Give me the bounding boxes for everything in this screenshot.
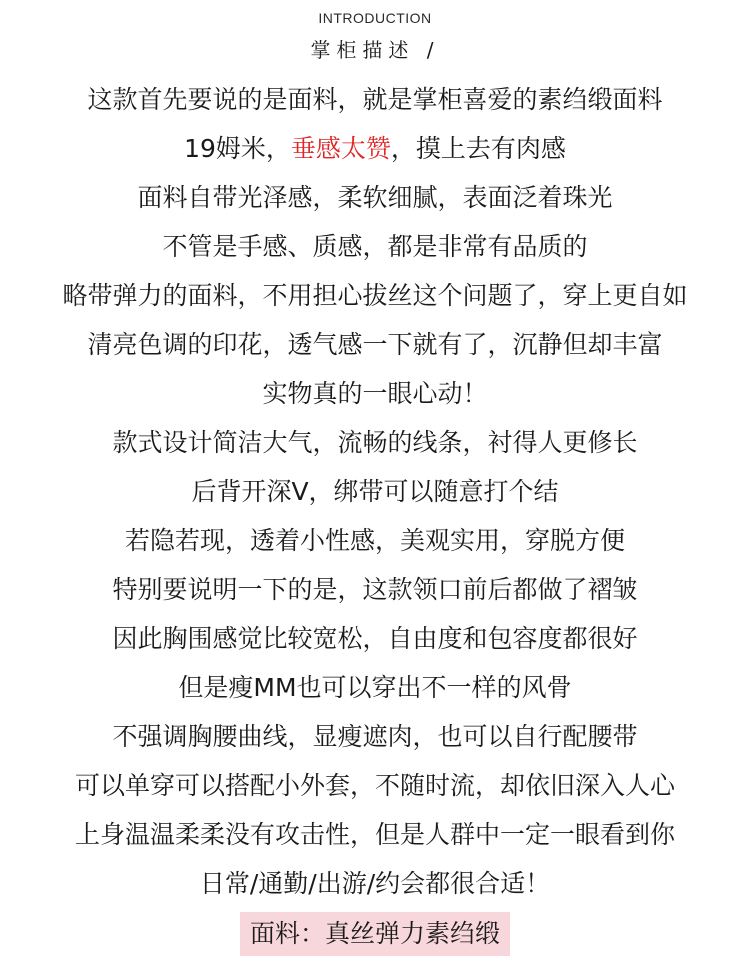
description-lines xyxy=(0,75,750,908)
description-line: 略带弹力的面料，不用担心拔丝这个问题了，穿上更自如 xyxy=(62,281,688,310)
description-line: 可以单穿可以搭配小外套，不随时流，却依旧深入人心 xyxy=(74,771,675,800)
section-kicker: INTRODUCTION xyxy=(318,10,432,26)
description-line: 不管是手感、质感，都是非常有品质的 xyxy=(162,232,588,261)
description-line: 实物真的一眼心动！ xyxy=(262,379,488,408)
line-text: 19姆米， xyxy=(184,134,291,163)
description-line: 不强调胸腰曲线，显瘦遮肉，也可以自行配腰带 xyxy=(112,722,638,751)
highlighted-phrase: 垂感太赞 xyxy=(290,134,391,163)
line-text: ，摸上去有肉感 xyxy=(390,134,566,163)
description-line: 但是瘦MM也可以穿出不一样的风骨 xyxy=(178,673,572,702)
description-line: 清亮色调的印花，透气感一下就有了，沉静但却丰富 xyxy=(87,330,663,359)
description-line: 若隐若现，透着小性感，美观实用，穿脱方便 xyxy=(124,526,625,555)
section-heading: 掌柜描述 / xyxy=(310,38,440,62)
material-badge: 面料：真丝弹力素绉缎 xyxy=(240,912,510,956)
material-row xyxy=(0,912,750,956)
description-line: 上身温温柔柔没有攻击性，但是人群中一定一眼看到你 xyxy=(74,820,675,849)
description-line: 这款首先要说的是面料，就是掌柜喜爱的素绉缎面料 xyxy=(87,85,663,114)
description-line: 款式设计简洁大气，流畅的线条，衬得人更修长 xyxy=(112,428,638,457)
description-line: 因此胸围感觉比较宽松，自由度和包容度都很好 xyxy=(112,624,638,653)
description-line: 日常/通勤/出游/约会都很合适！ xyxy=(199,869,551,898)
description-line: 特别要说明一下的是，这款领口前后都做了褶皱 xyxy=(112,575,638,604)
description-line: 面料自带光泽感，柔软细腻，表面泛着珠光 xyxy=(137,183,613,212)
description-line xyxy=(0,124,750,173)
description-line: 后背开深V，绑带可以随意打个结 xyxy=(191,477,559,506)
